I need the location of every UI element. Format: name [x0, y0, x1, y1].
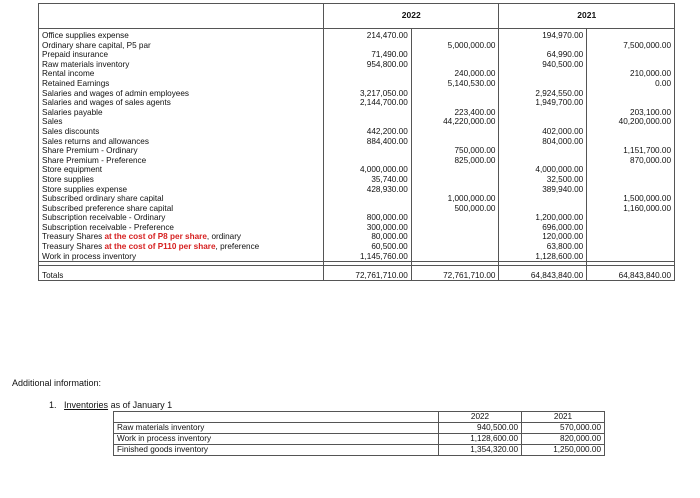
account-value — [327, 204, 408, 214]
account-value — [502, 41, 583, 51]
account-value — [327, 156, 408, 166]
inventory-value-2022: 1,128,600.00 — [439, 434, 522, 445]
account-value: 5,000,000.00 — [447, 40, 496, 50]
account-value: 1,500,000.00 — [623, 194, 671, 204]
header-row — [39, 4, 675, 29]
account-name: Subscribed ordinary share capital — [42, 194, 164, 204]
account-value: 223,400.00 — [454, 107, 496, 117]
account-value: 442,200.00 — [366, 126, 408, 136]
account-name: Subscription receivable - Ordinary — [42, 213, 166, 223]
credit-2021-column — [587, 29, 675, 262]
account-value: 804,000.00 — [542, 136, 584, 146]
account-name-highlight: at the cost of P110 per share — [104, 242, 216, 252]
account-name: Salaries and wages of admin employees — [42, 88, 190, 98]
account-value — [502, 204, 583, 214]
account-value — [415, 165, 496, 175]
account-name: Work in process inventory — [42, 251, 137, 261]
account-value: 240,000.00 — [454, 69, 496, 79]
inventories-word: Inventories — [64, 400, 109, 410]
account-value — [327, 79, 408, 89]
account-value: 5,140,530.00 — [447, 78, 496, 88]
account-name: Subscription receivable - Preference — [42, 222, 174, 232]
inventory-value-2022: 1,354,320.00 — [439, 445, 522, 456]
account-value — [502, 194, 583, 204]
account-value — [327, 117, 408, 127]
account-value — [502, 156, 583, 166]
account-value — [415, 137, 496, 147]
account-value: 60,500.00 — [371, 242, 408, 252]
account-value: 7,500,000.00 — [623, 40, 671, 50]
account-value — [415, 175, 496, 185]
account-value: 1,128,600.00 — [535, 251, 584, 261]
header-year-2022: 2022 — [324, 4, 499, 29]
account-value: 3,217,050.00 — [359, 88, 408, 98]
account-value — [415, 242, 496, 252]
account-value — [502, 69, 583, 79]
account-value: 1,200,000.00 — [535, 213, 584, 223]
account-value: 44,220,000.00 — [443, 117, 496, 127]
inventory-row — [114, 423, 605, 434]
account-value: 120,000.00 — [542, 232, 584, 242]
account-value — [590, 60, 671, 70]
account-name: Raw materials inventory — [42, 59, 130, 69]
account-name: Store supplies — [42, 174, 94, 184]
account-names-column — [39, 29, 324, 262]
account-value — [415, 223, 496, 233]
account-name: Sales — [42, 117, 63, 127]
account-value — [590, 127, 671, 137]
account-value: 2,144,700.00 — [359, 98, 408, 108]
header-blank — [39, 4, 324, 29]
account-value: 71,490.00 — [371, 50, 408, 60]
account-name-part: , ordinary — [206, 232, 242, 242]
account-value — [590, 50, 671, 60]
account-value: 2,924,550.00 — [535, 88, 584, 98]
account-value: 389,940.00 — [542, 184, 584, 194]
total-credit-2022: 72,761,710.00 — [411, 266, 499, 281]
header-year-2021: 2021 — [499, 4, 675, 29]
account-value: 300,000.00 — [366, 222, 408, 232]
account-value — [415, 252, 496, 262]
account-name: Sales returns and allowances — [42, 136, 149, 146]
inventory-header-2021: 2021 — [522, 412, 605, 423]
debit-2021-column — [499, 29, 587, 262]
inventory-value-2022: 940,500.00 — [439, 423, 522, 434]
inventory-row — [114, 434, 605, 445]
account-value: 940,500.00 — [542, 59, 584, 69]
account-value — [415, 213, 496, 223]
account-value: 35,740.00 — [371, 174, 408, 184]
account-value: 64,990.00 — [546, 50, 584, 60]
account-name: Share Premium - Ordinary — [42, 146, 138, 156]
inventory-name: Work in process inventory — [114, 434, 439, 445]
account-value — [415, 98, 496, 108]
account-name: Ordinary share capital, P5 par — [42, 40, 151, 50]
account-name: Office supplies expense — [42, 31, 129, 40]
debit-2022-column — [324, 29, 412, 262]
accounts-body — [39, 29, 675, 262]
total-credit-2021: 64,843,840.00 — [587, 266, 675, 281]
account-name: Store supplies expense — [42, 184, 128, 194]
account-value — [502, 117, 583, 127]
totals-label: Totals — [39, 266, 324, 281]
inventory-value-2021: 1,250,000.00 — [522, 445, 605, 456]
account-value: 1,145,760.00 — [359, 251, 408, 261]
account-value: 500,000.00 — [454, 203, 496, 213]
account-value: 800,000.00 — [366, 213, 408, 223]
account-name-part: , preference — [215, 242, 260, 252]
account-value — [590, 98, 671, 108]
account-value — [590, 89, 671, 99]
account-name: Store equipment — [42, 165, 103, 175]
account-value — [415, 127, 496, 137]
account-value — [415, 232, 496, 242]
inventory-value-2021: 820,000.00 — [522, 434, 605, 445]
inventory-header-blank — [114, 412, 439, 423]
trial-balance-table — [38, 3, 675, 281]
account-value — [415, 185, 496, 195]
inventories-suffix: as of January 1 — [108, 400, 173, 410]
credit-2022-column — [411, 29, 499, 262]
account-name: Salaries payable — [42, 107, 103, 117]
account-value — [415, 31, 496, 41]
account-value: 203,100.00 — [630, 107, 671, 117]
account-name — [42, 242, 320, 252]
account-value: 1,151,700.00 — [623, 146, 671, 156]
account-value — [590, 165, 671, 175]
account-value: 32,500.00 — [546, 174, 584, 184]
account-value: 825,000.00 — [454, 155, 496, 165]
account-value: 870,000.00 — [630, 155, 671, 165]
account-value — [327, 194, 408, 204]
account-value — [415, 89, 496, 99]
account-name — [42, 232, 320, 242]
account-value: 428,930.00 — [366, 184, 408, 194]
account-name: Rental income — [42, 69, 95, 79]
account-value: 402,000.00 — [542, 126, 584, 136]
inventory-value-2021: 570,000.00 — [522, 423, 605, 434]
account-value — [327, 41, 408, 51]
account-value — [590, 213, 671, 223]
account-value: 4,000,000.00 — [535, 165, 584, 175]
account-value: 214,470.00 — [366, 31, 408, 40]
account-value — [415, 60, 496, 70]
inventory-name: Raw materials inventory — [114, 423, 439, 434]
account-value — [590, 223, 671, 233]
account-value: 63,800.00 — [546, 242, 584, 252]
account-value: 80,000.00 — [371, 232, 408, 242]
account-name: Subscribed preference share capital — [42, 203, 174, 213]
account-name-part: Treasury Shares — [42, 242, 105, 252]
account-value — [590, 185, 671, 195]
account-value — [327, 108, 408, 118]
account-value: 210,000.00 — [630, 69, 671, 79]
account-value — [502, 146, 583, 156]
account-value — [590, 232, 671, 242]
account-value — [590, 242, 671, 252]
account-value: 1,160,000.00 — [623, 203, 671, 213]
inventory-name: Finished goods inventory — [114, 445, 439, 456]
inventory-header-2022: 2022 — [439, 412, 522, 423]
inventories-number: 1. — [49, 400, 57, 410]
account-name-highlight: at the cost of P8 per share — [104, 232, 207, 242]
account-value — [590, 175, 671, 185]
account-value: 954,800.00 — [366, 59, 408, 69]
account-value: 0.00 — [655, 78, 671, 88]
totals-row — [39, 266, 675, 281]
total-debit-2022: 72,761,710.00 — [324, 266, 412, 281]
account-value — [590, 252, 671, 262]
account-value — [327, 69, 408, 79]
inventory-table — [113, 411, 605, 456]
account-value — [590, 31, 671, 41]
account-value — [502, 79, 583, 89]
account-value: 4,000,000.00 — [359, 165, 408, 175]
inventory-header-row — [114, 412, 605, 423]
account-value: 1,949,700.00 — [535, 98, 584, 108]
account-value — [415, 50, 496, 60]
account-name: Retained Earnings — [42, 78, 110, 88]
account-value: 194,970.00 — [542, 31, 584, 40]
account-value: 884,400.00 — [366, 136, 408, 146]
additional-information-heading: Additional information: — [12, 378, 102, 388]
inventories-title — [49, 400, 172, 410]
total-debit-2021: 64,843,840.00 — [499, 266, 587, 281]
account-value: 750,000.00 — [454, 146, 496, 156]
account-name-part: Treasury Shares — [42, 232, 105, 242]
account-name: Sales discounts — [42, 126, 100, 136]
account-value — [502, 108, 583, 118]
account-value: 40,200,000.00 — [618, 117, 671, 127]
account-name: Prepaid insurance — [42, 50, 108, 60]
account-name: Salaries and wages of sales agents — [42, 98, 171, 108]
account-value — [327, 146, 408, 156]
account-value: 696,000.00 — [542, 222, 584, 232]
account-name: Share Premium - Preference — [42, 155, 147, 165]
account-value: 1,000,000.00 — [447, 194, 496, 204]
account-value — [590, 137, 671, 147]
inventory-row — [114, 445, 605, 456]
